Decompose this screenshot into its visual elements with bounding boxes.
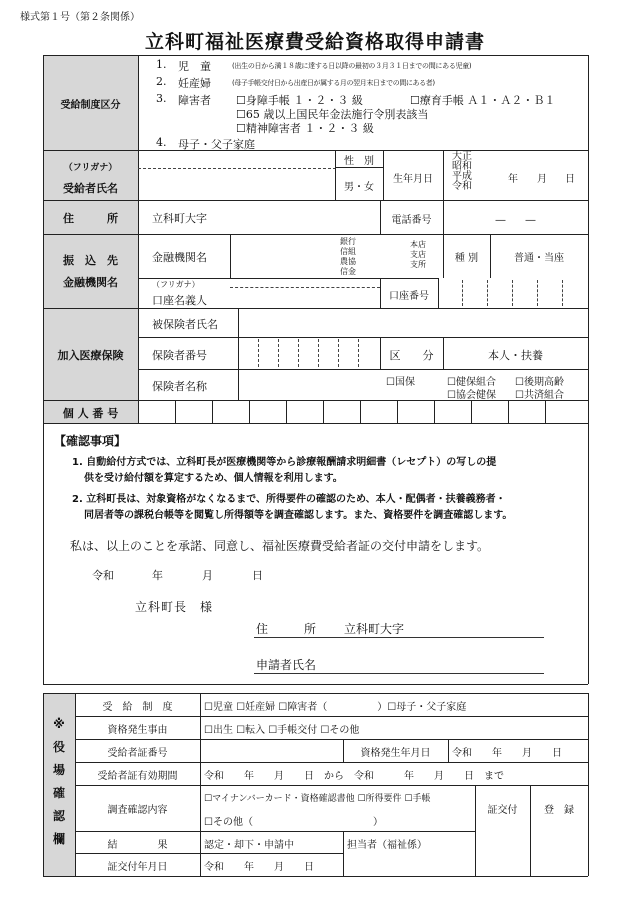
confirmation-heading: 【確認事項】 <box>54 434 127 448</box>
category-3-option-mental: ☐精神障害者 １・２・３ 級 <box>236 122 374 135</box>
division-label: 区 分 <box>389 349 434 362</box>
office-row-5-label: 調査確認内容 <box>107 805 168 816</box>
sex-label: 性 別 <box>344 156 374 167</box>
division-value: 本人・扶養 <box>488 349 543 362</box>
category-1-note: (出生の日から満１８歳に達する日以降の最初の３月３１日までの間にある児童) <box>232 62 472 70</box>
recipient-name-label: 受給者氏名 <box>63 182 118 195</box>
agreement-statement: 私は、以上のことを承諾、同意し、福祉医療費受給者証の交付申請をします。 <box>70 539 490 553</box>
applicant-address-label: 住 所 <box>256 622 317 636</box>
category-3-option-pension: ☐65 歳以上国民年金法施行令別表該当 <box>236 108 429 121</box>
dob-month: 月 <box>537 174 547 185</box>
office-use-side-label <box>43 713 75 851</box>
type-mutual-aid: ☐共済組合 <box>515 390 564 401</box>
office-row-2-value: ☐出生 ☐転入 ☐手帳交付 ☐その他 <box>204 725 360 736</box>
office-row-6-label: 結 果 <box>107 840 168 851</box>
type-agri-coop: 農協 <box>340 257 356 266</box>
office-row-3-mid-label: 資格発生年月日 <box>360 748 431 759</box>
staff-label: 担当者（福祉係） <box>347 840 427 851</box>
insurer-name-label: 保険者名称 <box>152 380 207 393</box>
type-bank: 銀行 <box>340 237 356 246</box>
branch-office: 支所 <box>410 260 426 269</box>
bank-label-2: 金融機関名 <box>63 276 118 289</box>
application-date-era: 令和 <box>92 569 114 582</box>
office-row-1-label: 受 給 制 度 <box>102 702 173 713</box>
office-row-3-date: 令和 年 月 日 <box>452 748 562 759</box>
phone-value: ― ― <box>495 215 536 226</box>
category-1-number: 1. <box>156 58 167 71</box>
category-2-label: 妊産婦 <box>178 77 211 90</box>
dob-day: 日 <box>565 174 575 185</box>
application-date-year: 年 <box>152 569 163 582</box>
applicant-address-value: 立科町大字 <box>344 622 405 636</box>
category-2-note: (母子手帳交付日から出産日が属する月の翌月末日までの間にある者) <box>232 79 435 87</box>
sex-value: 男・女 <box>344 182 374 193</box>
office-row-5-line-2: ☐その他（ ） <box>204 817 383 828</box>
account-kind-value: 普通・当座 <box>514 253 564 264</box>
type-late-elderly: ☐後期高齢 <box>515 377 564 388</box>
my-number-label: 個 人 番 号 <box>62 407 119 420</box>
phone-label: 電話番号 <box>391 215 432 226</box>
office-row-6-value: 認定・却下・申請中 <box>204 840 294 851</box>
confirmation-item-2-line-1: 2. 立科町長は、対象資格がなくなるまで、所得要件の確認のため、本人・配偶者・扶養義務者・ <box>72 494 506 505</box>
era-heisei: 平成 <box>452 171 472 182</box>
institution-label: 金融機関名 <box>152 251 207 264</box>
confirmation-item-1-line-2: 供を受け給付額を算定するため、個人情報を利用します。 <box>84 473 343 484</box>
account-kind-label: 種 別 <box>454 253 479 264</box>
side-char-1: ※ <box>53 717 65 731</box>
office-row-4-value: 令和 年 月 日 から 令和 年 月 日 まで <box>204 771 504 782</box>
era-showa: 昭和 <box>452 161 472 172</box>
branch-main: 本店 <box>410 240 426 249</box>
insurance-label: 加入医療保険 <box>57 349 124 362</box>
confirmation-item-2-line-2: 同居者等の課税台帳等を閲覧し所得額等を調査確認します。また、資格要件を調査確認します。 <box>84 510 513 521</box>
page-title: 立科町福祉医療費受給資格取得申請書 <box>144 31 485 53</box>
institution-types <box>340 237 356 277</box>
category-3-option-rehab: ☐療育手帳 Ａ１・Ａ２・Ｂ１ <box>410 94 556 107</box>
office-row-1-value: ☐児童 ☐妊産婦 ☐障害者（ ）☐母子・父子家庭 <box>204 702 467 713</box>
era-reiwa: 令和 <box>452 181 472 192</box>
office-row-4-label: 受給者証有効期間 <box>97 771 178 782</box>
bank-label-1: 振 込 先 <box>63 254 118 267</box>
type-credit-union: 信組 <box>340 247 356 256</box>
dob-year: 年 <box>508 174 518 185</box>
applicant-name-label: 申請者氏名 <box>256 658 317 672</box>
category-3-label: 障害者 <box>178 94 211 107</box>
application-date-month: 月 <box>202 569 213 582</box>
side-char-6: 欄 <box>52 832 65 846</box>
branch-types <box>410 240 426 270</box>
branch-branch: 支店 <box>410 250 426 259</box>
holder-label: 口座名義人 <box>152 294 207 307</box>
category-3-number: 3. <box>156 92 167 105</box>
type-health-union: ☐健保組合 <box>447 377 496 388</box>
category-3-option-physical: ☐身障手帳 １・２・３ 級 <box>236 94 363 107</box>
category-4-label: 母子・父子家庭 <box>178 138 255 151</box>
dob-label: 生年月日 <box>393 174 433 185</box>
category-2-number: 2. <box>156 75 167 88</box>
side-char-3: 場 <box>52 763 65 777</box>
addressee: 立科町長 様 <box>135 600 214 614</box>
recipient-furigana-label: （フリガナ） <box>63 163 118 173</box>
address-label: 住 所 <box>63 212 118 225</box>
office-row-7-value: 令和 年 月 日 <box>204 862 314 873</box>
side-char-2: 役 <box>52 740 65 754</box>
type-shinkin: 信金 <box>340 267 356 276</box>
holder-furigana-label: （フリガナ） <box>152 280 200 289</box>
side-char-4: 確 <box>52 786 65 800</box>
category-4-number: 4. <box>156 136 167 149</box>
type-kyokai: ☐協会健保 <box>447 390 496 401</box>
office-row-5-line-1: ☐マイナンバーカード・資格確認書他 ☐所得要件 ☐手帳 <box>204 794 431 804</box>
insured-name-label: 被保険者氏名 <box>152 318 218 331</box>
office-row-3-label: 受給者証番号 <box>107 748 168 759</box>
insurer-number-label: 保険者番号 <box>152 349 207 362</box>
address-value: 立科町大字 <box>152 212 207 225</box>
dob-eras <box>452 152 472 192</box>
era-taisho: 大正 <box>452 151 472 162</box>
confirmation-item-1-line-1: 1. 自動給付方式では、立科町長が医療機関等から診療報酬請求明細書（レセプト）の写しの提 <box>72 457 497 468</box>
category-1-label: 児 童 <box>178 60 211 73</box>
side-char-5: 認 <box>52 809 65 823</box>
category-label: 受給制度区分 <box>60 100 121 111</box>
form-number: 様式第１号（第２条関係） <box>20 12 140 23</box>
register-label: 登 録 <box>544 805 574 816</box>
account-number-label: 口座番号 <box>389 291 429 302</box>
office-row-2-label: 資格発生事由 <box>107 725 168 736</box>
issue-label: 証交付 <box>487 805 518 816</box>
office-row-7-label: 証交付年月日 <box>107 862 168 873</box>
type-kokuho: ☐国保 <box>386 377 415 388</box>
application-date-day: 日 <box>252 569 263 582</box>
